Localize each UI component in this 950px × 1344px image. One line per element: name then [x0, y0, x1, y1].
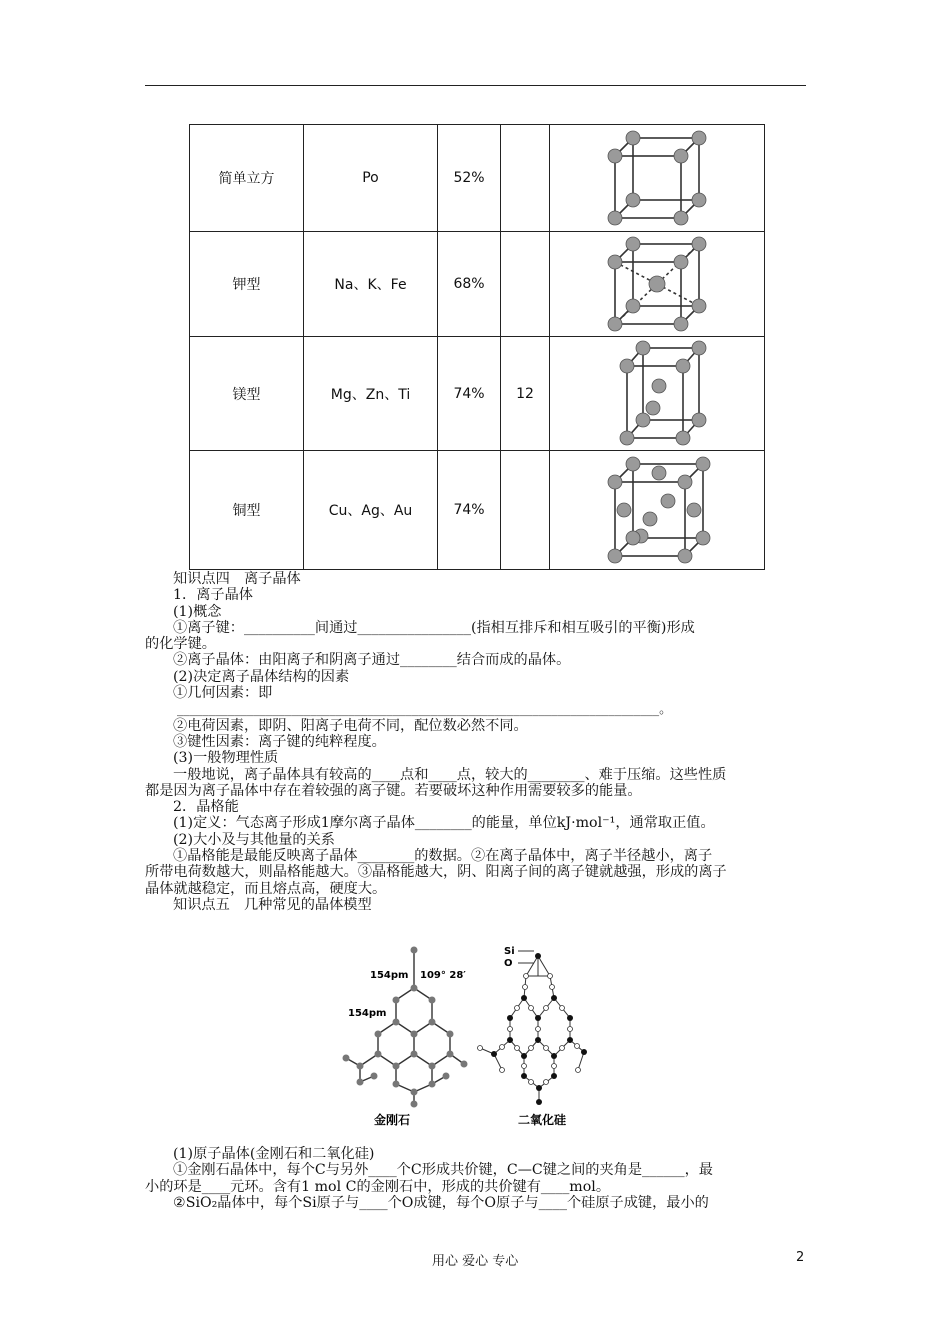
bond-angle-label: 109° 28′	[420, 970, 466, 981]
text-line: ②离子晶体：由阳离子和阴离子通过________结合而成的晶体。	[173, 652, 571, 669]
structure-type: 镁型	[190, 337, 304, 451]
crystal-models-figure	[334, 942, 634, 1131]
packing-fraction: 52%	[438, 125, 501, 232]
subsection-heading: 1．离子晶体	[173, 587, 253, 604]
structure-examples: Cu、Ag、Au	[304, 451, 438, 570]
header-rule	[145, 85, 806, 86]
diamond-and-silica-diagram	[334, 942, 634, 1127]
bond-length-label: 154pm	[348, 1008, 387, 1019]
footer-motto: 用心 爱心 专心	[432, 1254, 519, 1269]
coordination-number	[501, 451, 550, 570]
unit-cell-image-hcp	[550, 337, 765, 451]
unit-cell-image-simple-cubic	[550, 125, 765, 232]
text-line: (1)原子晶体(金刚石和二氧化硅)	[173, 1146, 375, 1162]
bond-length-label: 154pm	[370, 970, 409, 981]
structure-examples: Na、K、Fe	[304, 232, 438, 337]
packing-fraction: 68%	[438, 232, 501, 337]
structure-type: 铜型	[190, 451, 304, 570]
text-line: 一般地说，离子晶体具有较高的____点和____点，较大的________、难于压缩。这些性质	[173, 766, 727, 783]
text-line: 的化学键。	[145, 636, 216, 653]
text-line: ①离子键：__________间通过________________(指相互排斥和相互吸引的平衡)形成	[173, 619, 695, 636]
text-line: (1)概念	[173, 603, 222, 620]
simple-cubic-unit-cell	[597, 128, 717, 228]
coordination-number	[501, 125, 550, 232]
unit-cell-image-bcc	[550, 232, 765, 337]
o-label: O	[504, 958, 513, 969]
body-text-section-4	[145, 571, 813, 913]
text-line: ③键性因素：离子键的纯粹程度。	[173, 733, 386, 750]
silica-caption: 二氧化硅	[518, 1113, 567, 1127]
bcc-unit-cell	[597, 234, 717, 334]
text-line: ①几何因素：即	[173, 685, 273, 702]
body-text-section-5	[145, 1146, 813, 1211]
table-row	[190, 337, 765, 451]
text-line: (1)定义：气态离子形成1摩尔离子晶体________的能量，单位kJ·mol⁻¹，通常取正值。	[173, 815, 715, 832]
text-line: ①晶格能是最能反映离子晶体________的数据。②在离子晶体中，离子半径越小，离子	[173, 848, 713, 865]
text-line: (2)决定离子晶体结构的因素	[173, 668, 350, 685]
packing-fraction: 74%	[438, 451, 501, 570]
structure-type: 钾型	[190, 232, 304, 337]
structure-type: 简单立方	[190, 125, 304, 232]
text-line: 都是因为离子晶体中存在着较强的离子键。若要破坏这种作用需要较多的能量。	[145, 782, 642, 799]
text-line: ____________________________________________________________________________。	[177, 701, 672, 717]
text-line: (3)一般物理性质	[173, 750, 279, 767]
packing-fraction: 74%	[438, 337, 501, 451]
section-heading: 知识点四 离子晶体	[173, 571, 301, 587]
structure-examples: Mg、Zn、Ti	[304, 337, 438, 451]
fcc-unit-cell	[597, 454, 717, 566]
si-label: Si	[504, 946, 515, 957]
text-line: (2)大小及与其他量的关系	[173, 831, 335, 848]
crystal-structure-table	[189, 124, 765, 570]
coordination-number	[501, 232, 550, 337]
text-line: ②SiO₂晶体中，每个Si原子与____个O成键，每个O原子与____个硅原子成键，最小的	[173, 1194, 709, 1211]
section-heading: 知识点五 几种常见的晶体模型	[173, 896, 372, 913]
coordination-number: 12	[501, 337, 550, 451]
structure-examples: Po	[304, 125, 438, 232]
table-row	[190, 125, 765, 232]
hcp-unit-cell	[597, 340, 717, 448]
table-row	[190, 232, 765, 337]
diamond-caption: 金刚石	[374, 1113, 411, 1127]
text-line: 小的环是____元环。含有1 mol C的金刚石中，形成的共价键有____mol。	[145, 1178, 611, 1195]
unit-cell-image-fcc	[550, 451, 765, 570]
subsection-heading: 2．晶格能	[173, 799, 239, 816]
text-line: ①金刚石晶体中，每个C与另外____个C形成共价键，C—C键之间的夹角是______，最	[173, 1162, 713, 1179]
text-line: 晶体就越稳定，而且熔点高，硬度大。	[145, 880, 387, 897]
table-row	[190, 451, 765, 570]
text-line: ②电荷因素，即阴、阳离子电荷不同，配位数必然不同。	[173, 717, 528, 734]
page-number: 2	[796, 1250, 805, 1265]
text-line: 所带电荷数越大，则晶格能越大。③晶格能越大，阴、阳离子间的离子键就越强，形成的离子	[145, 864, 727, 881]
